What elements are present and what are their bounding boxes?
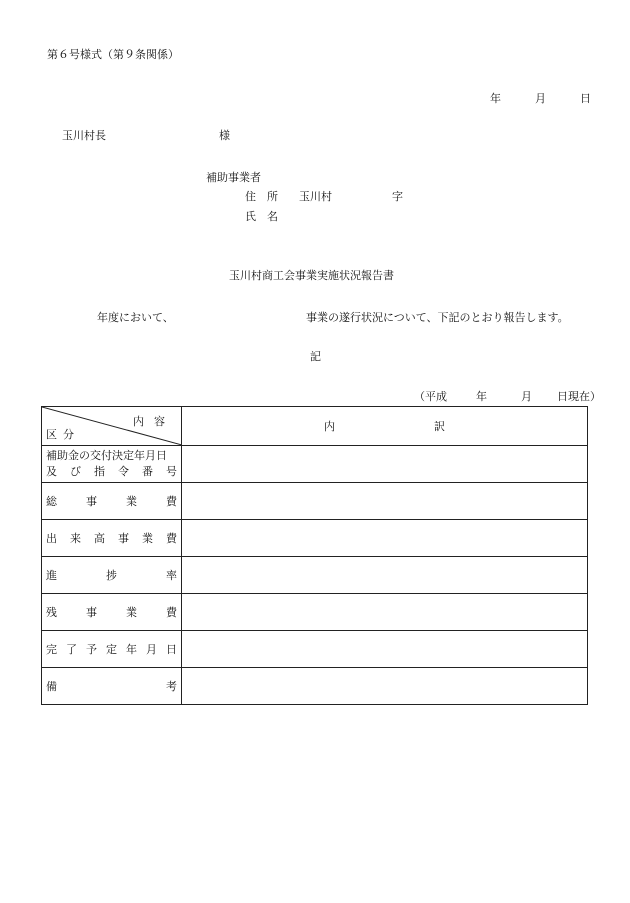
- addressee-name: 玉川村長: [62, 129, 106, 142]
- row-value-cell[interactable]: [182, 557, 588, 594]
- date-day: 日: [580, 92, 591, 105]
- row-label: 残 事 業 費: [46, 606, 177, 619]
- table-row: [42, 446, 588, 483]
- row-label: 完 了 予 定 年 月 日: [46, 643, 177, 656]
- address-value: 玉川村: [299, 190, 332, 203]
- address-label: 住 所: [245, 190, 278, 203]
- document-title: 玉川村商工会事業実施状況報告書: [229, 269, 394, 282]
- header-uchiwake-1: 内: [324, 420, 335, 433]
- row-label-cell: [42, 631, 182, 668]
- status-table: [41, 406, 588, 705]
- as-of-day: 日現在）: [557, 390, 601, 403]
- table-row: [42, 557, 588, 594]
- as-of-month: 月: [521, 390, 532, 403]
- header-naiyo: 内容: [133, 415, 175, 428]
- row-value-cell[interactable]: [182, 520, 588, 557]
- table-row: [42, 520, 588, 557]
- table-row: [42, 631, 588, 668]
- name-label: 氏 名: [245, 210, 278, 223]
- date-year: 年: [490, 92, 501, 105]
- row-label-cell: [42, 483, 182, 520]
- row-label: 備 考: [46, 680, 177, 693]
- row-value-cell[interactable]: [182, 631, 588, 668]
- body-part2: 事業の遂行状況について、下記のとおり報告します。: [306, 311, 569, 324]
- header-uchiwake-2: 訳: [434, 420, 445, 433]
- applicant-heading: 補助事業者: [206, 171, 261, 184]
- header-uchiwake: [182, 407, 588, 446]
- row-value-cell[interactable]: [182, 483, 588, 520]
- header-kubun: 区分: [46, 428, 80, 441]
- table-row: [42, 483, 588, 520]
- row-value-cell[interactable]: [182, 668, 588, 705]
- body-part1: 年度において、: [97, 311, 174, 324]
- row-label: 出 来 高 事 業 費: [46, 532, 177, 545]
- table-header-row: [42, 407, 588, 446]
- row-label: 進 捗 率: [46, 569, 177, 582]
- row-label-cell: [42, 557, 182, 594]
- row-label-cell: [42, 668, 182, 705]
- header-corner-cell: [42, 407, 182, 446]
- table-row: [42, 594, 588, 631]
- ki-label: 記: [310, 350, 321, 363]
- table-row: [42, 668, 588, 705]
- row-value-cell[interactable]: [182, 594, 588, 631]
- row-label: 総 事 業 費: [46, 495, 177, 508]
- row-label-cell: [42, 520, 182, 557]
- row-label-cell: [42, 594, 182, 631]
- date-month: 月: [535, 92, 546, 105]
- addressee-honorific: 様: [219, 129, 230, 142]
- as-of-open: （平成: [414, 390, 447, 403]
- row-value-cell[interactable]: [182, 446, 588, 483]
- date-line: [490, 93, 591, 104]
- as-of-year: 年: [476, 390, 487, 403]
- row-label-cell: [42, 446, 182, 483]
- form-number: 第６号様式（第９条関係）: [47, 48, 179, 61]
- aza-label: 字: [392, 190, 403, 203]
- row-label-line2: 及 び 指 令 番 号: [46, 465, 177, 478]
- row-label-line1: 補助金の交付決定年月日: [46, 449, 167, 462]
- as-of-date: [414, 391, 601, 402]
